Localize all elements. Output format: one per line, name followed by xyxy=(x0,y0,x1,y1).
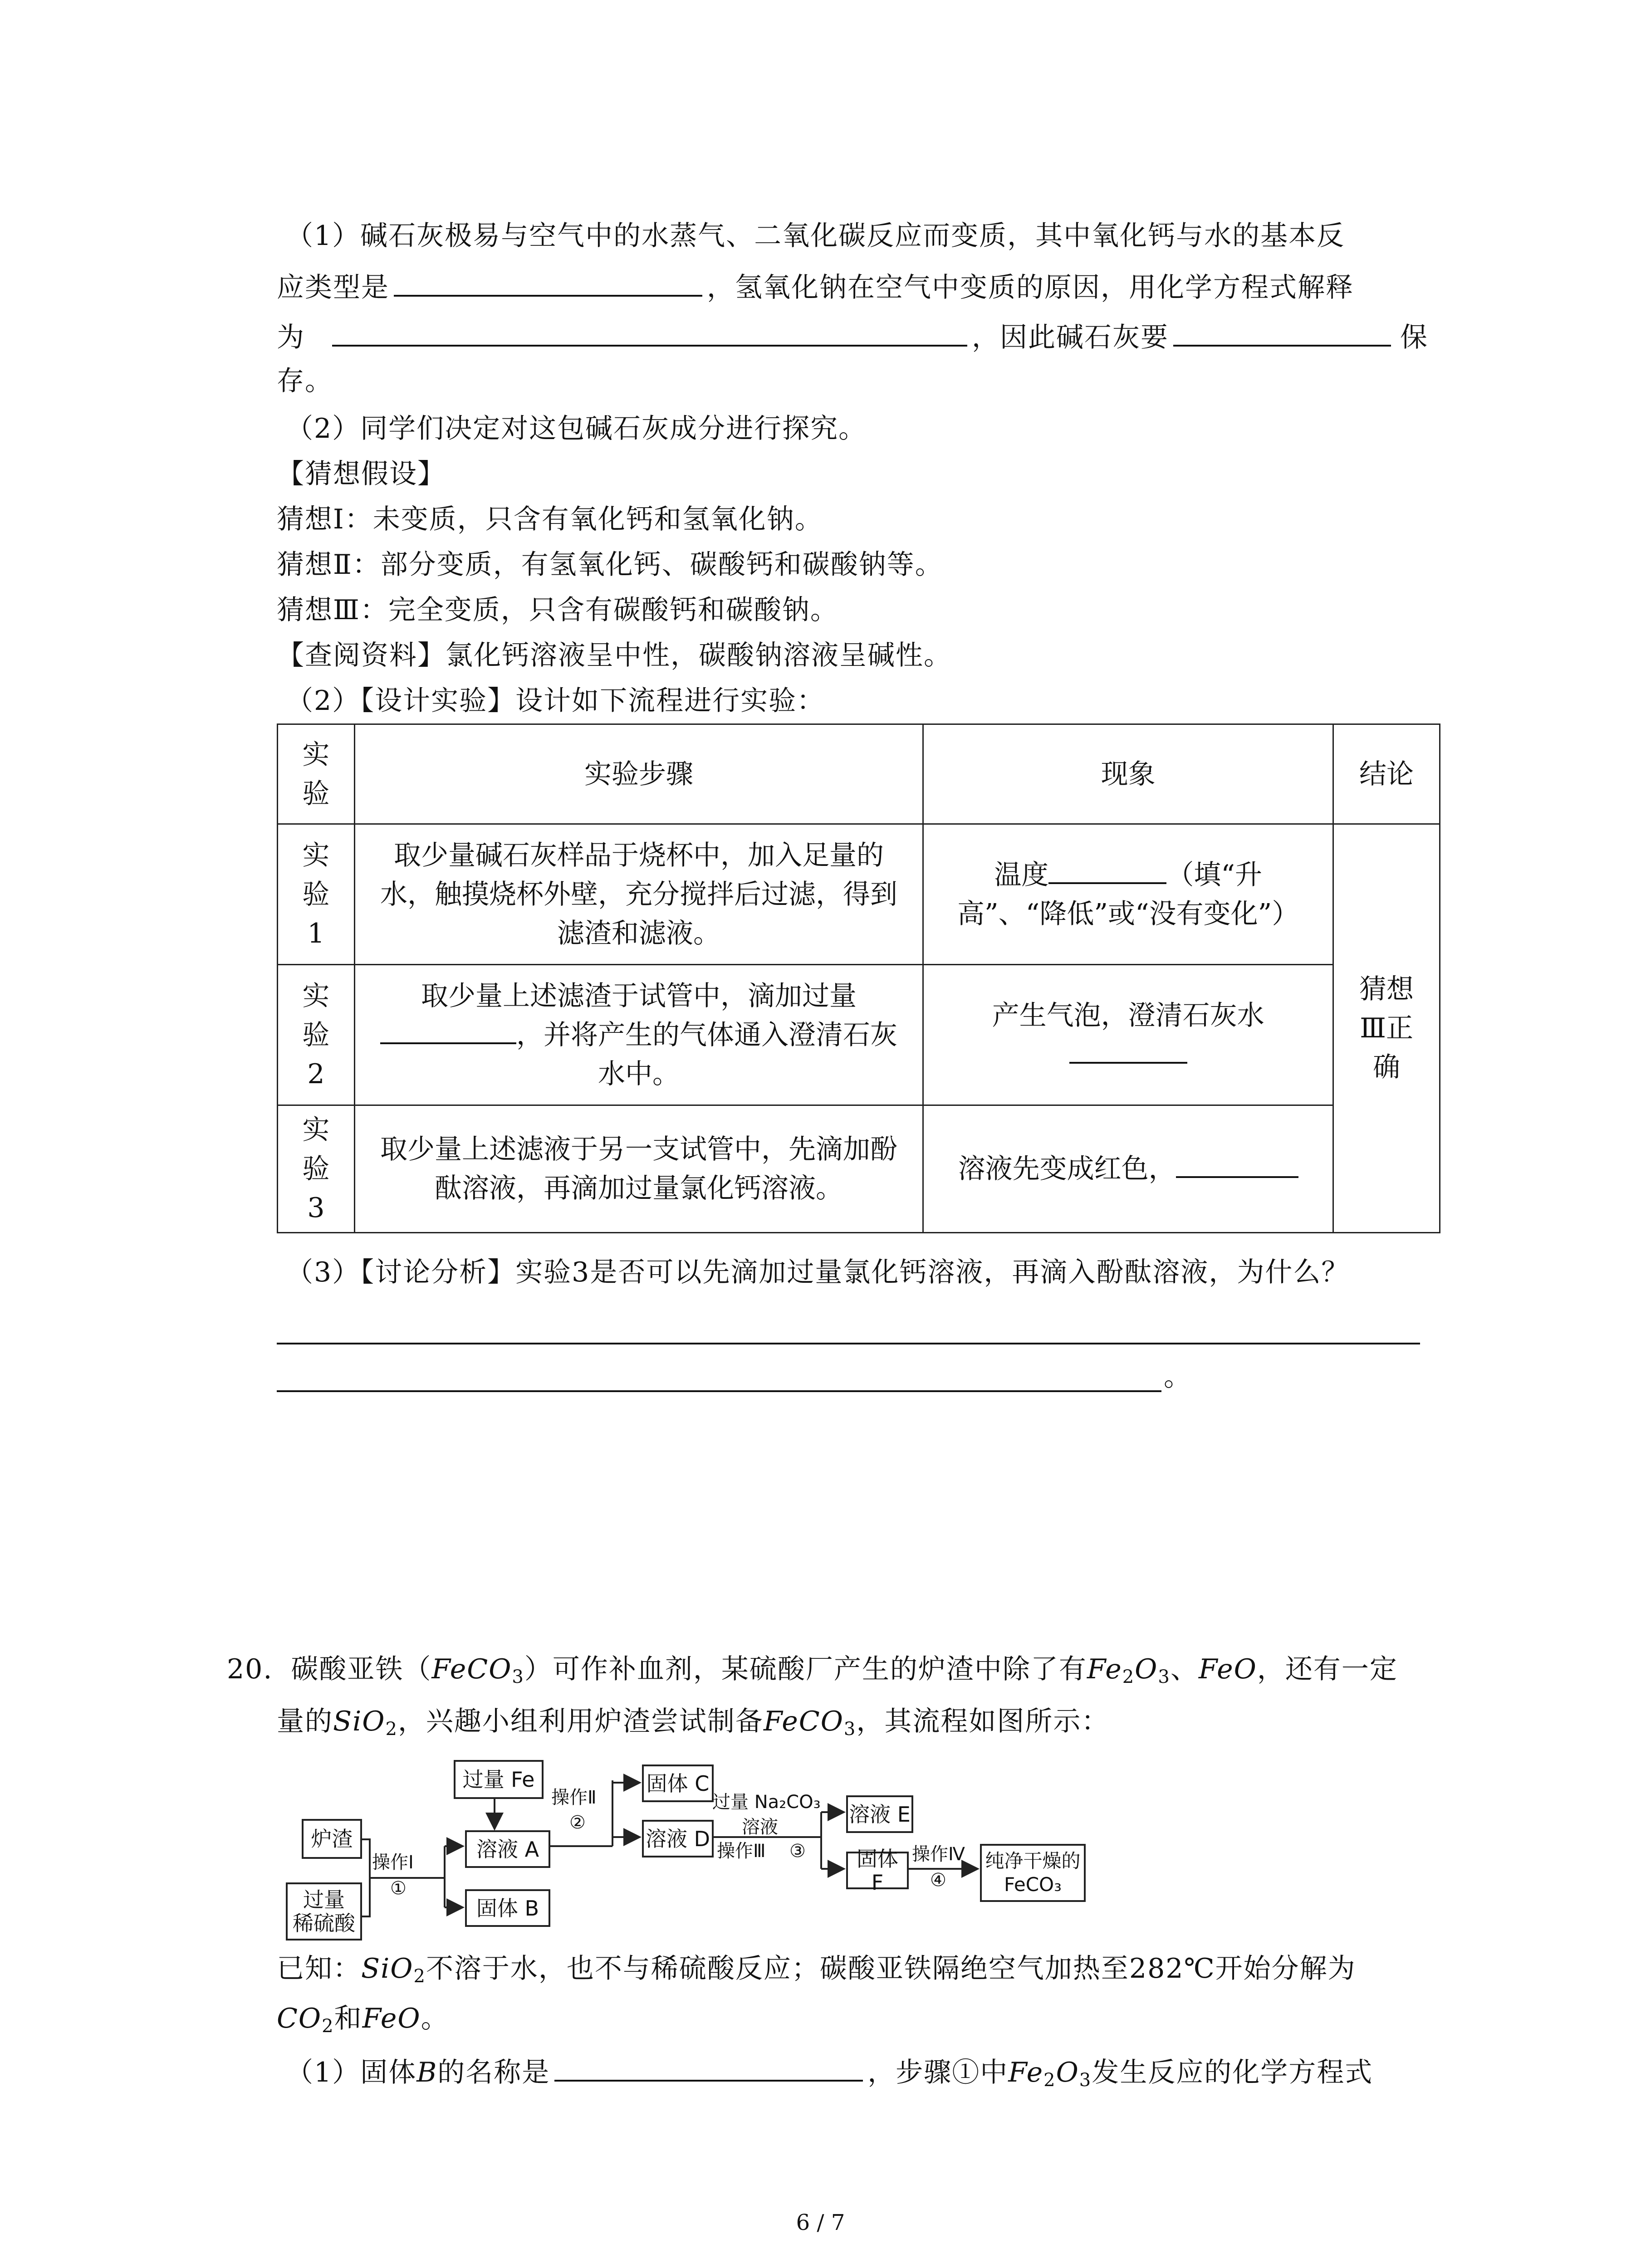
table-row xyxy=(278,965,1440,1105)
box-excess-fe: 过量 Fe xyxy=(454,1760,544,1799)
exp2-phenomenon: 产生气泡，澄清石灰水 xyxy=(923,965,1333,1105)
answer-blank-solid-b[interactable] xyxy=(554,2053,863,2082)
box-solution-e: 溶液 E xyxy=(846,1795,913,1833)
hypothesis-3: 猜想Ⅲ：完全变质，只含有碳酸钙和碳酸钠。 xyxy=(277,594,838,626)
exp3-steps: 取少量上述滤液于另一支试管中，先滴加酚酞溶液，再滴加过量氯化钙溶液。 xyxy=(354,1105,923,1233)
q20-known-line2: $CO_2$和FeO。 xyxy=(277,2003,449,2037)
exp1-phenomenon: 温度 （填“升高”、“降低”或“没有变化”） xyxy=(923,824,1333,965)
q20-line1: 20. 碳酸亚铁（FeCO$_3$）可作补血剂，某硫酸厂产生的炉渣中除了有$Fe_2O_3$、FeO，还有一定 xyxy=(227,1653,1398,1687)
answer-period: 。 xyxy=(1164,1361,1192,1393)
answer-blank-reaction-type[interactable] xyxy=(394,268,702,297)
q20-known-line1: 已知：SiO$_2$不溶于水，也不与稀硫酸反应；碳酸亚铁隔绝空气加热至282℃开始分解为 xyxy=(277,1953,1356,1987)
box-solid-b: 固体 B xyxy=(465,1889,550,1927)
label-op2: 操作Ⅱ xyxy=(551,1787,597,1808)
experiment-table xyxy=(277,723,1440,1233)
answer-blank-solution-color[interactable] xyxy=(1176,1154,1298,1178)
label-na2co3-solution: 溶液 xyxy=(742,1817,778,1838)
header-conclusion: 结论 xyxy=(1333,724,1440,824)
answer-line-1[interactable] xyxy=(277,1343,1420,1344)
exp3-label: 实验3 xyxy=(278,1105,355,1233)
question-number: 20. xyxy=(227,1653,273,1685)
q19-part3: （3）【讨论分析】实验3是否可以先滴加过量氯化钙溶液，再滴入酚酞溶液，为什么？ xyxy=(286,1256,1350,1288)
box-pure-feco3: 纯净干燥的 FeCO₃ xyxy=(980,1844,1086,1902)
q19-part2: （2）同学们决定对这包碱石灰成分进行探究。 xyxy=(286,413,867,445)
table-row xyxy=(278,824,1440,965)
box-solution-d: 溶液 D xyxy=(642,1820,714,1857)
exp2-steps: 取少量上述滤渣于试管中，滴加过量，并将产生的气体通入澄清石灰水中。 xyxy=(354,965,923,1105)
label-op4: 操作Ⅳ xyxy=(912,1844,965,1865)
exp1-label: 实验1 xyxy=(278,824,355,965)
design-intro: （2）【设计实验】设计如下流程进行实验： xyxy=(286,685,825,717)
label-op3: 操作Ⅲ xyxy=(717,1841,766,1862)
hypothesis-title: 【猜想假设】 xyxy=(277,458,446,490)
exp2-label: 实验2 xyxy=(278,965,355,1105)
label-na2co3: 过量 Na₂CO₃ xyxy=(712,1792,821,1813)
q19-part1-line3: 为 ，因此碱石灰要 保 xyxy=(277,318,1428,356)
answer-blank-equation[interactable] xyxy=(332,318,967,347)
table-header-row xyxy=(278,724,1440,824)
box-solid-c: 固体 C xyxy=(642,1765,714,1802)
q20-part1: （1）固体B的名称是 ，步骤①中$Fe_2O_3$发生反应的化学方程式 xyxy=(286,2053,1373,2091)
answer-line-2[interactable] xyxy=(277,1390,1161,1392)
q19-part1-line1: （1）碱石灰极易与空气中的水蒸气、二氧化碳反应而变质，其中氧化钙与水的基本反 xyxy=(286,220,1345,252)
q19-part1-line4: 存。 xyxy=(277,365,333,397)
box-slag: 炉渣 xyxy=(302,1819,362,1859)
label-op4-num: ④ xyxy=(930,1870,946,1891)
conclusion-cell: 猜想Ⅲ正确 xyxy=(1333,824,1440,1233)
page-number: 6 / 7 xyxy=(796,2210,845,2235)
label-op3-num: ③ xyxy=(789,1841,806,1862)
header-steps: 实验步骤 xyxy=(354,724,923,824)
box-solution-a: 溶液 A xyxy=(465,1830,550,1868)
hypothesis-2: 猜想Ⅱ：部分变质，有氢氧化钙、碳酸钙和碳酸钠等。 xyxy=(277,549,943,581)
exp3-phenomenon: 溶液先变成红色， xyxy=(923,1105,1333,1233)
box-dilute-acid: 过量 稀硫酸 xyxy=(286,1882,362,1941)
label-op1-num: ① xyxy=(390,1878,407,1899)
q20-line2: 量的SiO$_2$，兴趣小组利用炉渣尝试制备FeCO$_3$，其流程如图所示： xyxy=(277,1706,1110,1740)
answer-blank-limewater[interactable] xyxy=(1069,1039,1187,1064)
label-op1: 操作Ⅰ xyxy=(372,1852,414,1873)
answer-blank-reagent[interactable] xyxy=(380,1020,516,1044)
hypothesis-1: 猜想Ⅰ：未变质，只含有氧化钙和氢氧化钠。 xyxy=(277,503,823,535)
header-phenomenon: 现象 xyxy=(923,724,1333,824)
label-op2-num: ② xyxy=(569,1812,586,1833)
header-experiment: 实验 xyxy=(278,724,355,824)
box-solid-f: 固体 F xyxy=(846,1852,909,1889)
exp1-steps: 取少量碱石灰样品于烧杯中，加入足量的水，触摸烧杯外壁，充分搅拌后过滤，得到滤渣和滤液。 xyxy=(354,824,923,965)
table-row xyxy=(278,1105,1440,1233)
q19-part1-line2: 应类型是 ，氢氧化钠在空气中变质的原因，用化学方程式解释 xyxy=(277,268,1354,306)
answer-blank-storage[interactable] xyxy=(1173,318,1391,347)
reference-info: 【查阅资料】氯化钙溶液呈中性，碳酸钠溶液呈碱性。 xyxy=(277,640,952,671)
answer-blank-temperature[interactable] xyxy=(1048,860,1166,884)
